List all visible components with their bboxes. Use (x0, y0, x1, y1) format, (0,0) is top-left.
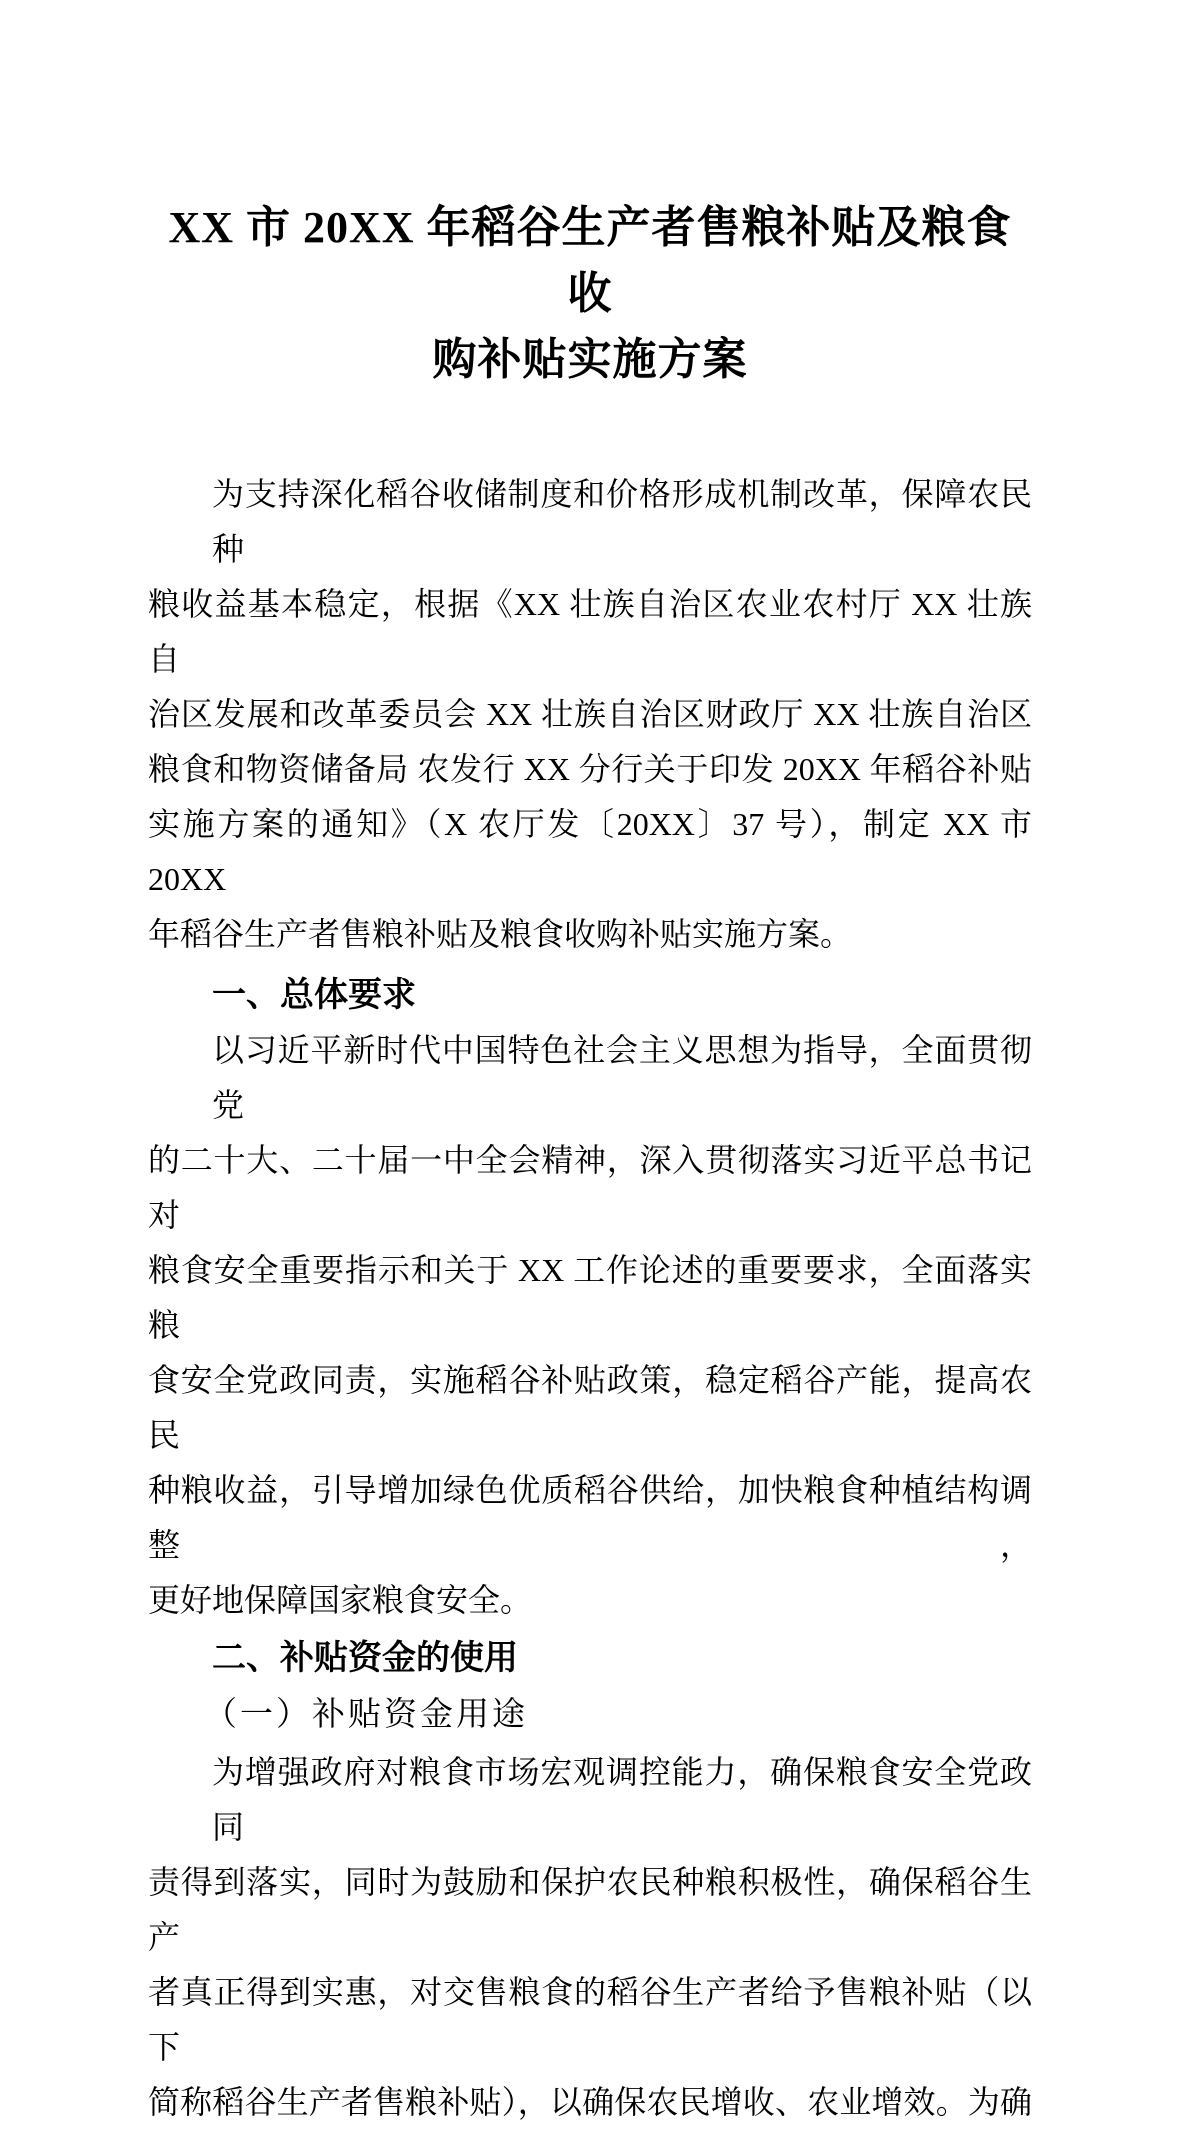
document-title-line: XX 市 20XX 年稻谷生产者售粮补贴及粮食收 (168, 203, 1012, 318)
text-line: 粮食和物资储备局 农发行 XX 分行关于印发 20XX 年稻谷补贴 (148, 751, 1032, 787)
text-line: 简称稻谷生产者售粮补贴），以确保农民增收、农业增效。为确 (148, 2084, 1032, 2120)
text-line: 治区发展和改革委员会 XX 壮族自治区财政厅 XX 壮族自治区 (148, 696, 1032, 732)
text-line: 以习近平新时代中国特色社会主义思想为指导，全面贯彻党 (212, 1032, 1032, 1123)
text-line: 为支持深化稻谷收储制度和价格形成机制改革，保障农民种 (212, 476, 1032, 567)
subsection1-paragraph (148, 1745, 1032, 2130)
text-line: 粮食安全重要指示和关于 XX 工作论述的重要要求，全面落实粮 (148, 1252, 1032, 1343)
document-title (148, 195, 1032, 393)
text-line: 为增强政府对粮食市场宏观调控能力，确保粮食安全党政同 (212, 1754, 1032, 1845)
text-line: 更好地保障国家粮食安全。 (148, 1582, 533, 1618)
subsection-heading-subsidy-fund-purpose: （一）补贴资金用途 (204, 1697, 528, 1733)
section-heading-overall-requirements: 一、总体要求 (212, 976, 416, 1014)
text-line: 的二十大、二十届一中全会精神，深入贯彻落实习近平总书记对 (148, 1142, 1032, 1233)
document-title-line: 购补贴实施方案 (432, 335, 748, 384)
section-heading-subsidy-fund-use: 二、补贴资金的使用 (212, 1639, 518, 1677)
text-line: 粮收益基本稳定，根据《XX 壮族自治区农业农村厅 XX 壮族自 (148, 586, 1032, 677)
text-line: 实施方案的通知》（X 农厅发〔20XX〕37 号），制定 XX 市 20XX (148, 806, 1032, 897)
text-line: 责得到落实，同时为鼓励和保护农民种粮积极性，确保稻谷生产 (148, 1864, 1032, 1955)
section1-paragraph (148, 1023, 1032, 1628)
text-line: 年稻谷生产者售粮补贴及粮食收购补贴实施方案。 (148, 916, 853, 952)
text-line: 食安全党政同责，实施稻谷补贴政策，稳定稻谷产能，提高农民 (148, 1362, 1032, 1453)
intro-paragraph (148, 467, 1032, 962)
text-line: 种粮收益，引导增加绿色优质稻谷供给，加快粮食种植结构调整， (148, 1472, 1032, 1563)
text-line: 者真正得到实惠，对交售粮食的稻谷生产者给予售粮补贴（以下 (148, 1974, 1032, 2065)
